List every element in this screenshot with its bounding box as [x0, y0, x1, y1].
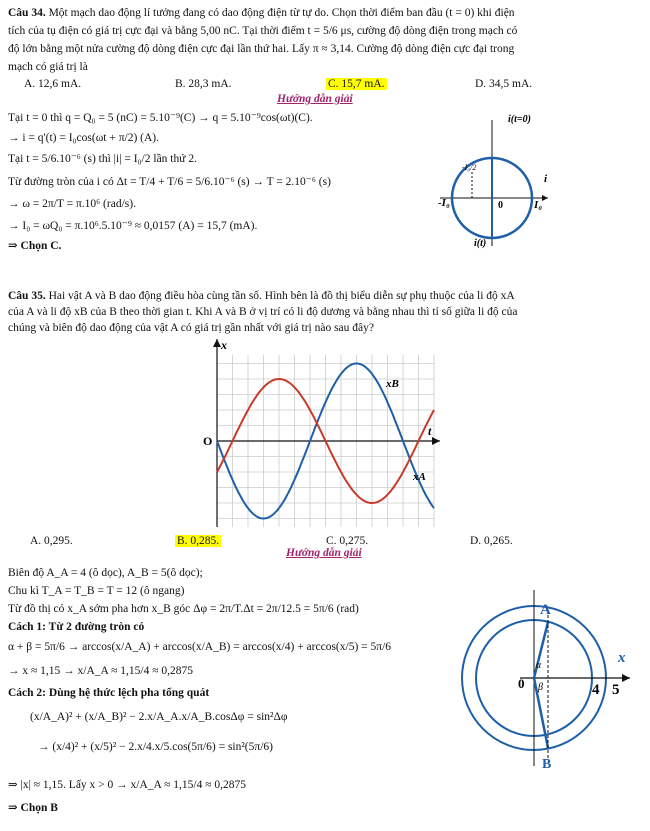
- q35-line-2: của A và li độ xB của B theo thời gian t. Khi A và B ở vị trí có li độ dương và bằng nhau thì tỉ số giữa li độ của: [8, 306, 518, 318]
- label-four: 4: [592, 682, 600, 698]
- q34-line-3: độ lớn bằng một nửa cường độ dòng điện cực đại lần thứ hai. Lấy π ≈ 3,14. Cường độ dòng điện cực đại trong: [8, 43, 515, 55]
- q35-solution-line: ⇒ |x| ≈ 1,15. Lấy x > 0 → x/A_A ≈ 1,15/4 ≈ 0,2875: [8, 779, 247, 791]
- q34-solution-line: → ω = 2π/T = π.10⁶ (rad/s).: [8, 198, 136, 210]
- label-b: B: [542, 757, 552, 772]
- q34-option-b: B. 28,3 mA.: [175, 78, 232, 90]
- label-x: x: [618, 650, 626, 666]
- label-center: 0: [498, 200, 503, 211]
- q34-option-c: C. 15,7 mA.: [328, 78, 385, 90]
- q35-solution-line: → x ≈ 1,15 → x/A_A ≈ 1,15/4 ≈ 0,2875: [8, 665, 194, 677]
- q35-solution-line: Biên độ A_A = 4 (ô dọc), A_B = 5(ô dọc);: [8, 567, 203, 579]
- q34-phase-circle-diagram: [440, 112, 590, 252]
- label-five: 5: [612, 682, 620, 698]
- q34-solution-line: Tại t = 5/6.10⁻⁶ (s) thì |i| = I₀/2 lần thứ 2.: [8, 153, 197, 165]
- label-alpha: α: [536, 660, 542, 671]
- q35-line-1: Câu 35. Hai vật A và B dao động điều hòa cùng tần số. Hình bên là đồ thị biểu diễn sự phụ thuộc của li độ xA: [8, 290, 515, 302]
- q35-displacement-graph: [200, 337, 445, 532]
- label-bottom: i(t): [474, 238, 487, 249]
- label-zero: 0: [518, 676, 525, 691]
- label-axis: i: [544, 173, 548, 185]
- label-a: A: [540, 602, 551, 618]
- q34-solution-line: → I₀ = ωQ₀ = π.10⁶.5.10⁻⁹ ≈ 0,0157 (A) = 15,7 (mA).: [8, 220, 258, 232]
- label-top: i(t=0): [508, 114, 531, 125]
- q35-method-1: Cách 1: Từ 2 đường tròn có: [8, 621, 145, 633]
- q35-method-2: Cách 2: Dùng hệ thức lệch pha tổng quát: [8, 687, 210, 699]
- q35-solution-line: Chu kì T_A = T_B = T = 12 (ô ngang): [8, 585, 185, 597]
- label-origin: O: [203, 434, 213, 448]
- q34-line-2: tích của tụ điện có giá trị cực đại và bằng 5,00 nC. Tại thời điểm t = 5/6 μs, cường độ dòng điện trong mạch có: [8, 25, 518, 37]
- q35-solution-line: Từ đồ thị có x_A sớm pha hơn x_B góc Δφ = 2π/T.Δt = 2π/12.5 = 5π/6 (rad): [8, 603, 359, 615]
- q35-phase-circle-diagram: [480, 590, 650, 780]
- q35-option-d: D. 0,265.: [470, 535, 513, 547]
- q34-line-4: mạch có giá trị là: [8, 61, 88, 73]
- label-half: -I₀/2: [462, 163, 477, 172]
- q35-answer: ⇒ Chọn B: [8, 802, 58, 814]
- q35-solution-line: α + β = 5π/6 → arccos(x/A_A) + arccos(x/A_B) = arccos(x/4) + arccos(x/5) = 5π/6: [8, 641, 392, 653]
- q34-answer: ⇒ Chọn C.: [8, 240, 62, 252]
- q35-solution-line: → (x/4)² + (x/5)² − 2.x/4.x/5.cos(5π/6) = sin²(5π/6): [38, 741, 273, 753]
- label-t-axis: t: [428, 424, 432, 438]
- axis-arrow: [542, 195, 548, 201]
- q34-line-1: Câu 34. Một mạch dao động lí tưởng đang có dao động điện từ tự do. Chọn thời điểm ban đầu (t = 0) khi điện: [8, 7, 515, 19]
- label-right: I₀: [534, 199, 543, 211]
- q34-option-d: D. 34,5 mA.: [475, 78, 533, 90]
- label-xa: xA: [413, 471, 426, 483]
- q34-solution-line: Tại t = 0 thì q = Q₀ = 5 (nC) = 5.10⁻⁹(C) → q = 5.10⁻⁹cos(ωt)(C).: [8, 112, 313, 124]
- label-beta: β: [538, 682, 543, 693]
- q34-solution-line: Từ đường tròn của i có Δt = T/4 + T/6 = 5/6.10⁻⁶ (s) → T = 2.10⁻⁶ (s): [8, 176, 331, 188]
- label-x-axis: x: [221, 338, 227, 352]
- label-left: -I₀: [438, 197, 450, 209]
- axis-arrow: [622, 674, 630, 682]
- q35-option-b: B. 0,285.: [177, 535, 220, 547]
- q34-solution-title: Hướng dẫn giải: [277, 93, 353, 105]
- q35-line-3: chúng và biên độ dao động của vật A có giá trị gần nhất với giá trị nào sau đây?: [8, 322, 374, 334]
- q35-option-c: C. 0,275.: [326, 535, 369, 547]
- x-axis-arrow: [213, 339, 221, 347]
- t-axis-arrow: [432, 437, 440, 445]
- label-xb: xB: [386, 378, 399, 390]
- q35-option-a: A. 0,295.: [30, 535, 73, 547]
- q34-option-a: A. 12,6 mA.: [24, 78, 82, 90]
- q35-solution-line: (x/A_A)² + (x/A_B)² − 2.x/A_A.x/A_B.cosΔφ = sin²Δφ: [30, 711, 288, 723]
- q34-number: Câu 34.: [8, 7, 46, 19]
- q35-number: Câu 35.: [8, 290, 46, 302]
- q35-solution-title: Hướng dẫn giải: [286, 547, 362, 559]
- q34-solution-line: → i = q'(t) = I₀cos(ωt + π/2) (A).: [8, 132, 160, 144]
